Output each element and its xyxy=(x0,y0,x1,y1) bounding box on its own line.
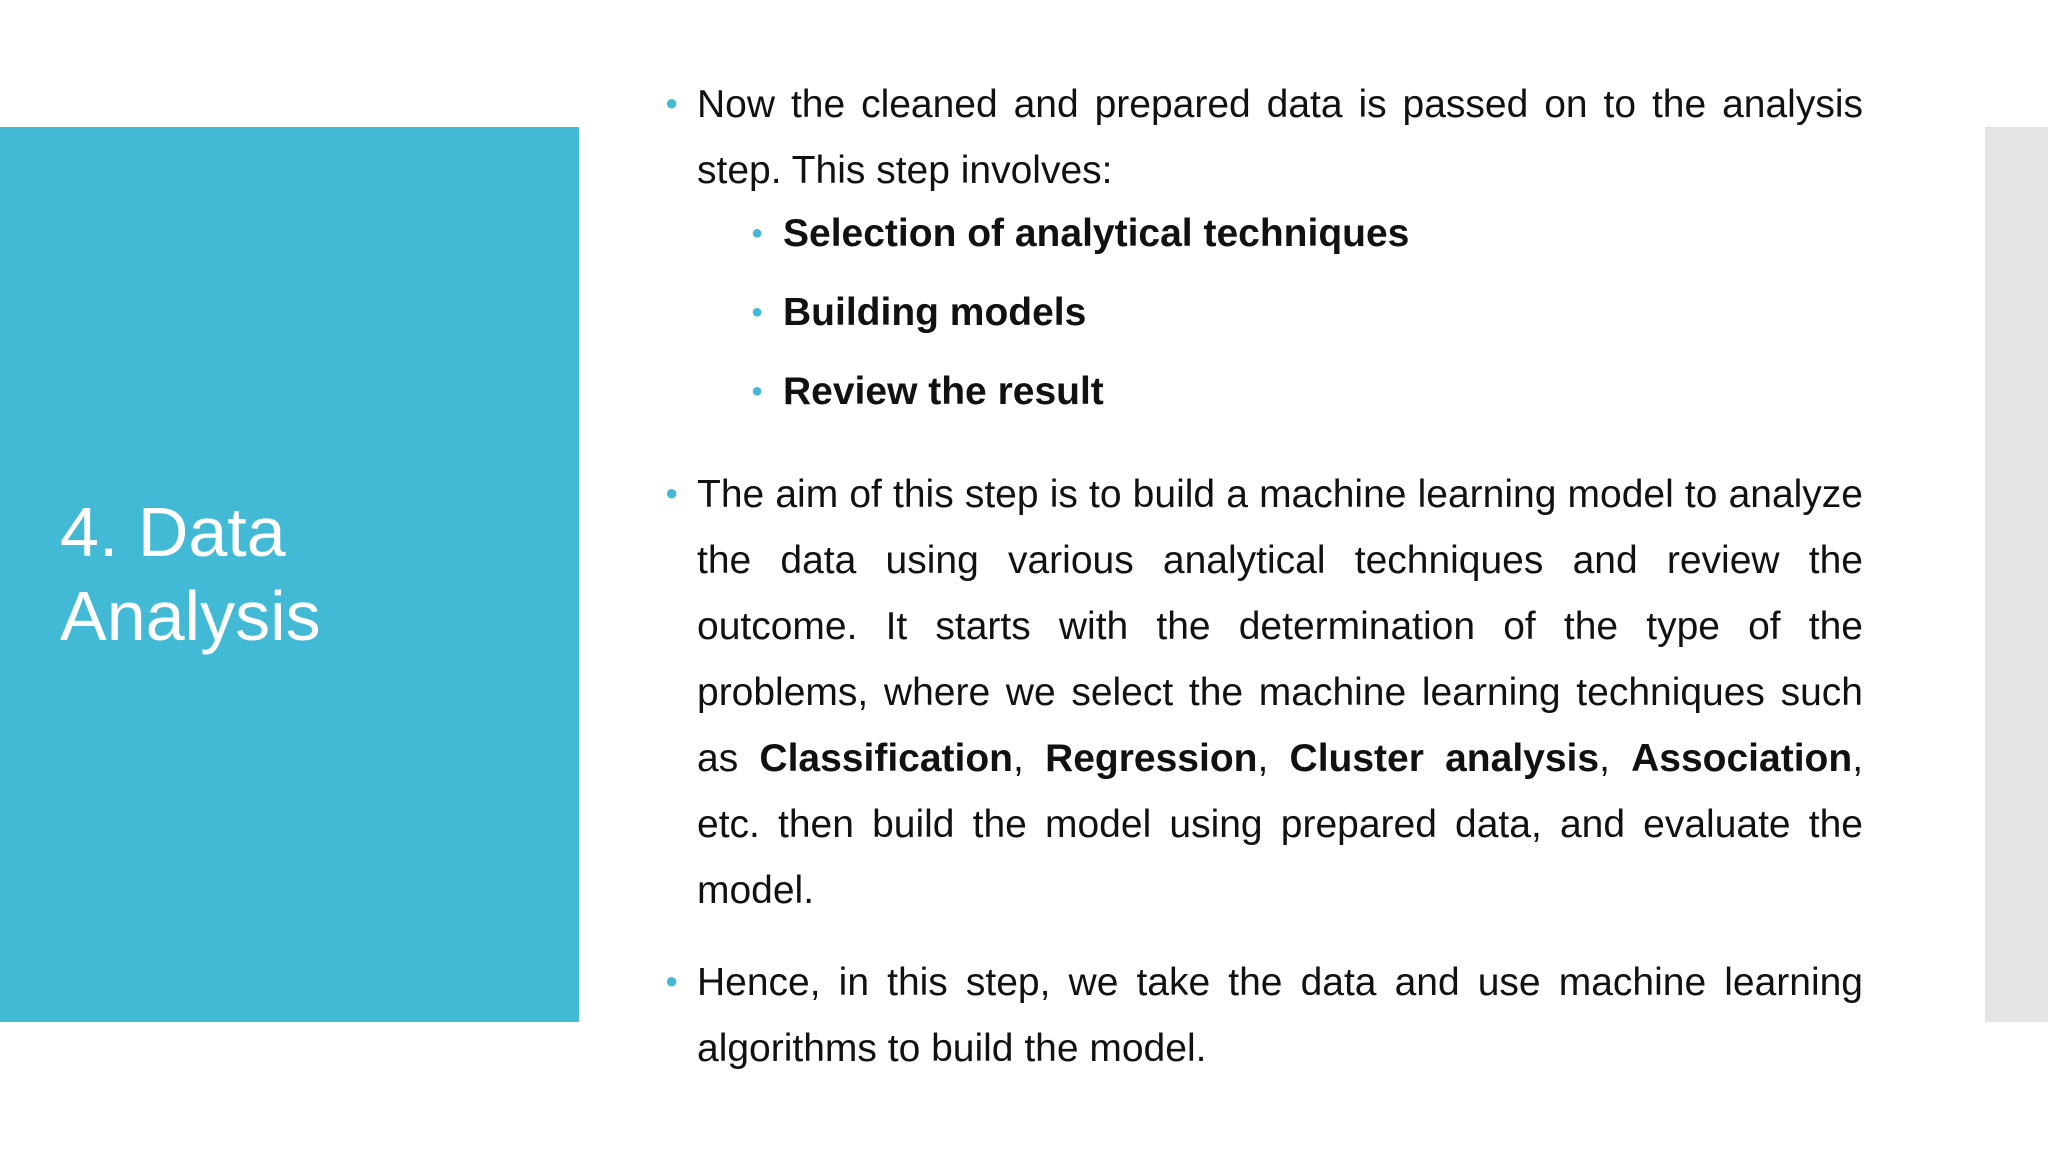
bullet-2-text-end: , etc. then build the model using prepared data, and evaluate the model. xyxy=(697,737,1864,912)
sub-bullet-list xyxy=(697,210,1863,416)
sub-bullet-1 xyxy=(751,210,1863,258)
sub-bullet-2-text: Building models xyxy=(783,291,1087,334)
sub-bullet-2 xyxy=(751,289,1863,337)
bullet-3-text: Hence, in this step, we take the data and use machine learning algorithms to build the model. xyxy=(697,961,1863,1070)
content-area xyxy=(665,72,1863,1082)
separator: , xyxy=(1257,737,1290,780)
sub-bullet-3 xyxy=(751,368,1863,416)
bullet-3 xyxy=(665,950,1863,1082)
slide-title-line-1: 4. Data xyxy=(60,493,286,571)
sub-bullet-1-text: Selection of analytical techniques xyxy=(783,212,1410,255)
bullet-dot-icon: ● xyxy=(665,968,679,993)
bullet-2-text-start: The aim of this step is to build a machine learning model to analyze the data using various analytical techniques and review the outcome. It starts with the determination of the type of the problems, where we select the machine learning techniques such as xyxy=(697,473,1863,780)
bullet-dot-icon: ● xyxy=(751,380,764,402)
decorative-side-bar xyxy=(1985,127,2048,1022)
bullet-2 xyxy=(665,462,1863,924)
term-cluster-analysis: Cluster analysis xyxy=(1289,737,1600,780)
bullet-1-text: Now the cleaned and prepared data is passed on to the analysis step. This step involves: xyxy=(697,83,1863,192)
bullet-dot-icon: ● xyxy=(751,301,764,323)
bullet-dot-icon: ● xyxy=(665,480,679,505)
term-regression: Regression xyxy=(1045,737,1258,780)
separator: , xyxy=(1599,737,1632,780)
separator: , xyxy=(1013,737,1046,780)
bullet-dot-icon: ● xyxy=(665,90,679,115)
sub-bullet-3-text: Review the result xyxy=(783,370,1104,413)
slide-title xyxy=(60,490,560,658)
slide-title-line-2: Analysis xyxy=(60,577,321,655)
bullet-dot-icon: ● xyxy=(751,222,764,244)
term-classification: Classification xyxy=(759,737,1013,780)
bullet-1 xyxy=(665,72,1863,436)
term-association: Association xyxy=(1631,737,1853,780)
